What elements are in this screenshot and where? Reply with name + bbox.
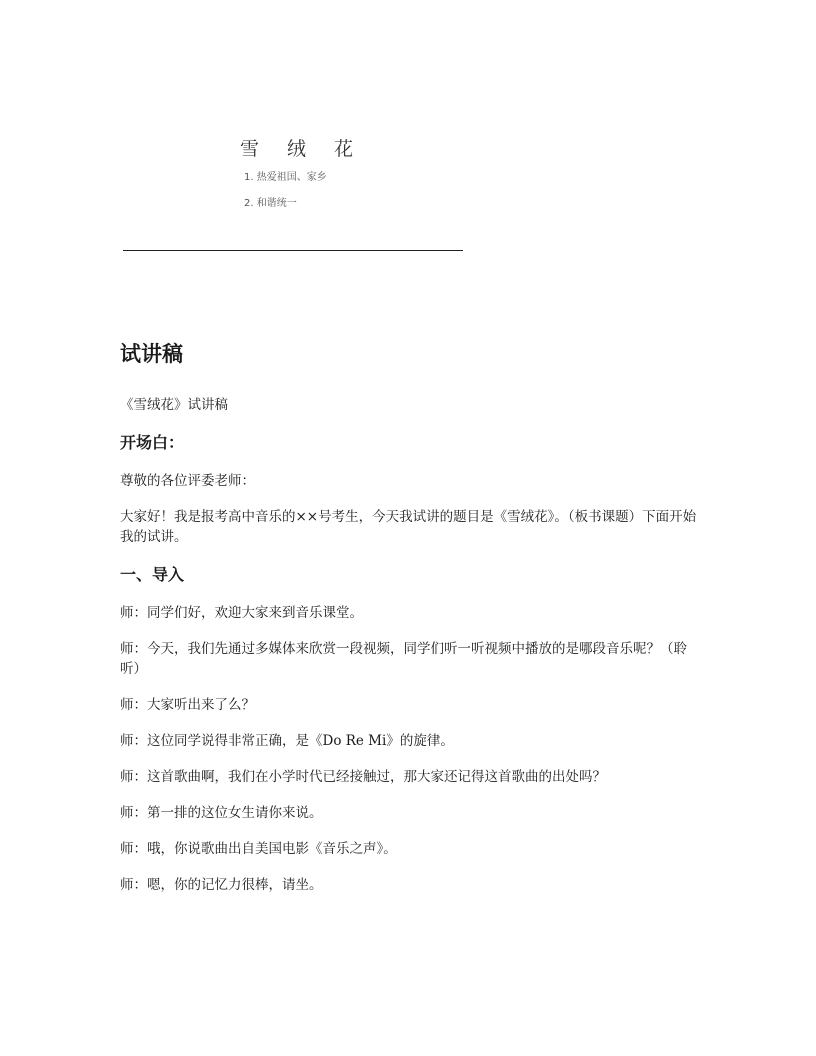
blackboard-image <box>232 128 382 220</box>
document-subtitle: 《雪绒花》试讲稿 <box>120 397 228 413</box>
document-title: 试讲稿 <box>120 342 183 366</box>
dialogue-line: 师：这位同学说得非常正确，是《Do Re Mi》的旋律。 <box>120 733 454 749</box>
section-heading-intro: 一、导入 <box>120 565 185 584</box>
section-heading-opening: 开场白： <box>120 433 185 452</box>
greeting-paragraph: 尊敬的各位评委老师： <box>120 473 255 489</box>
dialogue-line: 师：哦，你说歌曲出自美国电影《音乐之声》。 <box>120 841 397 857</box>
dialogue-line: 师：今天，我们先通过多媒体来欣赏一段视频，同学们听一听视频中播放的是哪段音乐呢？（聆听） <box>120 641 687 677</box>
dialogue-line: 师：嗯，你的记忆力很棒，请坐。 <box>120 877 323 893</box>
board-title: 雪绒花 <box>240 138 382 160</box>
dialogue-line: 师：这首歌曲啊，我们在小学时代已经接触过，那大家还记得这首歌曲的出处吗？ <box>120 769 606 785</box>
board-line-2: 2. 和谐统一 <box>244 198 297 209</box>
board-line-1: 1. 热爱祖国、家乡 <box>244 172 327 183</box>
intro-paragraph: 大家好！我是报考高中音乐的××号考生，今天我试讲的题目是《雪绒花》。（板书课题）下面开始我的试讲。 <box>120 509 697 545</box>
dialogue-line: 师：第一排的这位女生请你来说。 <box>120 805 323 821</box>
dialogue-line: 师：同学们好，欢迎大家来到音乐课堂。 <box>120 605 363 621</box>
horizontal-rule <box>123 250 463 251</box>
document-body <box>120 338 700 911</box>
dialogue-line: 师：大家听出来了么？ <box>120 697 255 713</box>
